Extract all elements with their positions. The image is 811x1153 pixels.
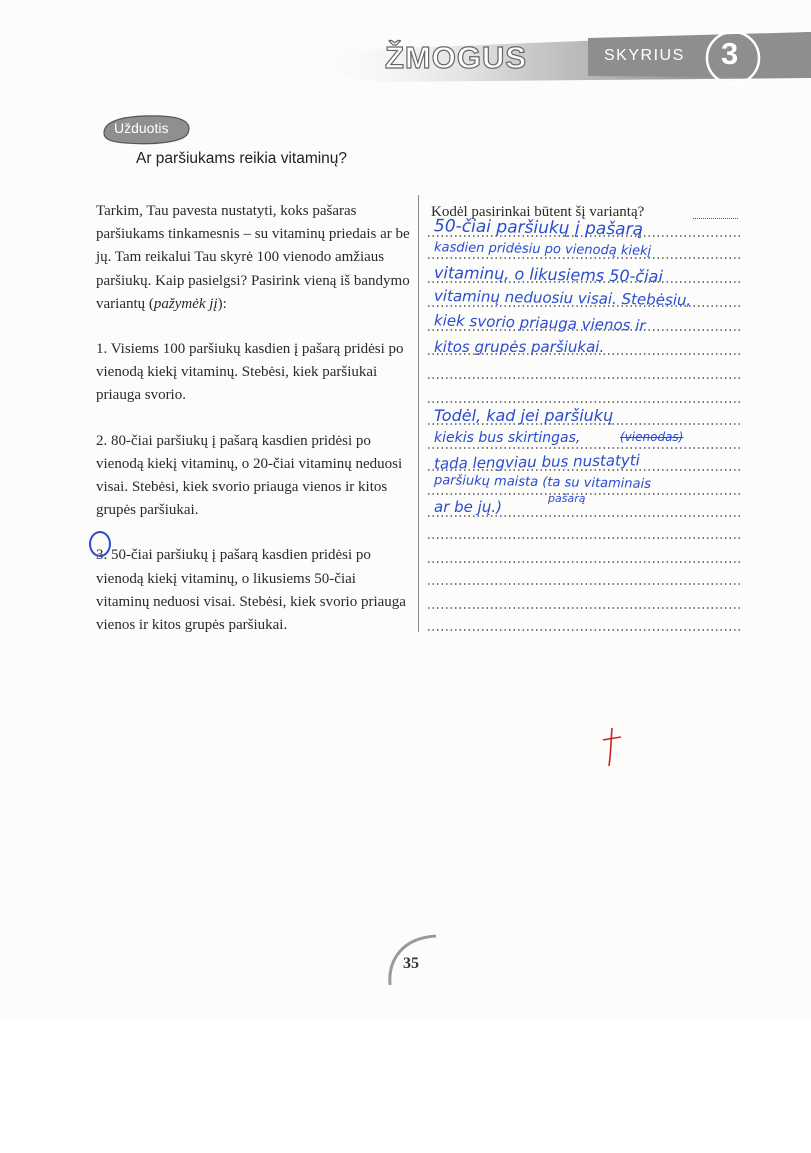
page-number-arc <box>380 930 460 990</box>
intro-paragraph <box>96 200 411 316</box>
column-divider <box>418 195 419 632</box>
handwritten-line: kiekis bus skirtingas, <box>434 430 581 446</box>
handwritten-line: vitaminų neduosiu visai. Stebėsiu, <box>433 286 692 310</box>
task-title: Ar paršiukams reikia vitaminų? <box>136 150 348 167</box>
selected-option-circle <box>89 531 111 557</box>
intro-text: Tarkim, Tau pavesta nustatyti, koks pašaras paršiukams tinkamesnis – su vitaminų priedais ar be jų. Tam reikalui Tau skyrė 100 vienodo amžiaus paršiukų. Kaip pasielgsi? Pasirink vieną iš bandymo variantų ( <box>96 203 410 312</box>
handwritten-line: kasdien pridėsiu po vienodą kiekį <box>433 240 652 259</box>
handwritten-line: 50-čiai paršiukų į pašarą <box>433 216 644 240</box>
handwritten-line: paršiukų maista (ta su vitaminais <box>433 473 652 492</box>
option-2: 2. 80-čiai paršiukų į pašarą kasdien pridėsi po vienodą kiekį vitaminų, o 20-čiai vitaminų neduosi visai. Stebėsi, kiek svorio priauga vienos ir kitos grupės paršiukai. <box>96 432 403 519</box>
question-text: Kodėl pasirinkai būtent šį variantą? <box>431 204 645 220</box>
task-badge: Užduotis <box>114 120 169 136</box>
section-label: SKYRIUS <box>604 47 685 64</box>
intro-end: ): <box>217 295 227 312</box>
teacher-plus-mark <box>597 726 625 768</box>
handwritten-line: Todėl, kad jei paršiukų <box>434 406 614 425</box>
handwritten-line: vitaminų, o likusiems 50-čiai <box>433 263 664 286</box>
task-description <box>96 200 411 659</box>
page-number: 35 <box>403 955 419 972</box>
crossed-word: (vienodas) <box>620 430 684 444</box>
inserted-word: pašarą <box>548 492 586 505</box>
scan-margin <box>0 1020 811 1153</box>
handwritten-line: ar be jų.) <box>434 498 502 516</box>
handwritten-line: kiek svorio priauga vienos ir <box>433 311 646 335</box>
chapter-number: 3 <box>721 36 739 71</box>
option-1: 1. Visiems 100 paršiukų kasdien į pašarą pridėsi po vienodą kiekį vitaminų. Stebėsi, kiek paršiukai priauga svorio. <box>96 341 404 404</box>
handwritten-line: tada lengviau bus nustatyti <box>433 451 640 473</box>
intro-emphasis: pažymėk jį <box>153 295 218 312</box>
chapter-title: ŽMOGUS <box>385 40 528 75</box>
handwritten-line: kitos grupės paršiukai. <box>434 338 605 356</box>
option-3: 3. 50-čiai paršiukų į pašarą kasdien pridėsi po vienodą kiekį vitaminų, o likusiems 50-čiai vitaminų neduosi visai. Stebėsi, kiek svorio priauga vienos ir kitos grupės paršiukai. <box>96 547 406 634</box>
